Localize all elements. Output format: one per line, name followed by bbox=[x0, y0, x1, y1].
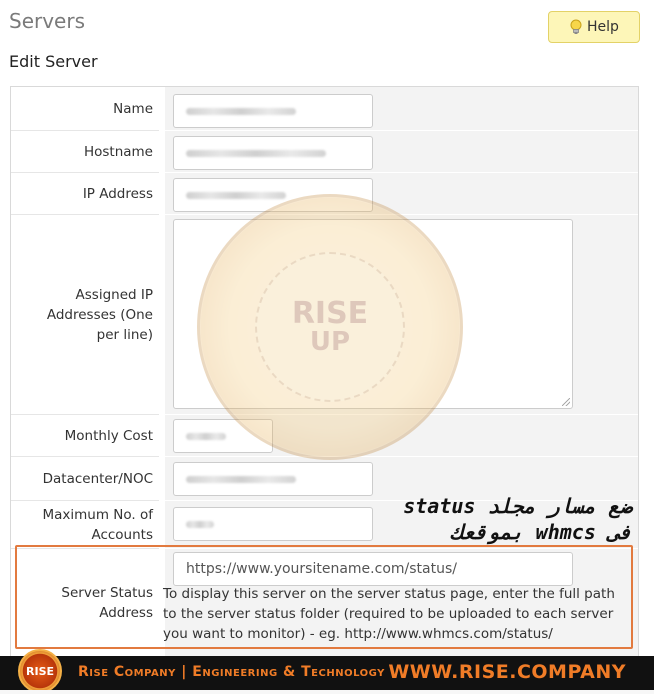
row-assigned-ips bbox=[11, 215, 638, 415]
server-status-address-label: Server Status Address bbox=[11, 549, 159, 657]
company-logo-icon: RISE bbox=[18, 649, 62, 693]
footer-underline bbox=[0, 690, 654, 694]
row-monthly-cost bbox=[11, 415, 638, 457]
max-accounts-input[interactable] bbox=[173, 507, 373, 541]
watermark-text-top: RISE bbox=[291, 296, 369, 331]
name-input[interactable] bbox=[173, 94, 373, 128]
hostname-input[interactable] bbox=[173, 136, 373, 170]
footer-website[interactable]: WWW.RISE.COMPANY bbox=[388, 661, 626, 683]
lightbulb-icon bbox=[569, 19, 583, 35]
ip-address-label: IP Address bbox=[11, 173, 159, 215]
monthly-cost-label: Monthly Cost bbox=[11, 415, 159, 457]
redacted-value bbox=[186, 150, 326, 157]
server-status-address-input[interactable] bbox=[173, 552, 573, 586]
edit-server-form bbox=[10, 86, 639, 658]
redacted-value bbox=[186, 521, 214, 528]
redacted-value bbox=[186, 108, 296, 115]
name-label: Name bbox=[11, 87, 159, 131]
datacenter-input[interactable] bbox=[173, 462, 373, 496]
annotation-line-2: فى whmcs بموقعك bbox=[451, 520, 632, 544]
server-status-address-value: https://www.yoursitename.com/status/ bbox=[186, 561, 457, 577]
section-title: Edit Server bbox=[9, 52, 98, 71]
redacted-value bbox=[186, 433, 226, 440]
row-name bbox=[11, 87, 638, 131]
page-title: Servers bbox=[9, 9, 86, 33]
help-label: Help bbox=[587, 19, 619, 35]
server-status-help-text: To display this server on the server status page, enter the full path to the server status folder (required to be uploaded to each server you want to monitor) - eg. http://www.whmcs.com/status/ bbox=[163, 586, 615, 642]
assigned-ips-label: Assigned IP Addresses (One per line) bbox=[11, 215, 159, 415]
watermark-text-bottom: UP bbox=[309, 327, 351, 357]
redacted-value bbox=[186, 476, 296, 483]
redacted-value bbox=[186, 192, 286, 199]
annotation-note bbox=[403, 493, 632, 545]
annotation-line-1: ضع مسار مجلد status bbox=[403, 494, 632, 518]
ip-address-input[interactable] bbox=[173, 178, 373, 212]
footer-company-name: Rise Company | Engineering & Technology bbox=[78, 664, 385, 680]
footer-banner bbox=[0, 656, 654, 690]
monthly-cost-input[interactable] bbox=[173, 419, 273, 453]
row-hostname bbox=[11, 131, 638, 173]
max-accounts-label: Maximum No. of Accounts bbox=[11, 501, 159, 549]
assigned-ips-textarea[interactable] bbox=[173, 219, 573, 409]
resize-handle-icon[interactable] bbox=[562, 398, 570, 406]
hostname-label: Hostname bbox=[11, 131, 159, 173]
help-button[interactable] bbox=[548, 11, 640, 43]
datacenter-label: Datacenter/NOC bbox=[11, 457, 159, 501]
row-ip-address bbox=[11, 173, 638, 215]
